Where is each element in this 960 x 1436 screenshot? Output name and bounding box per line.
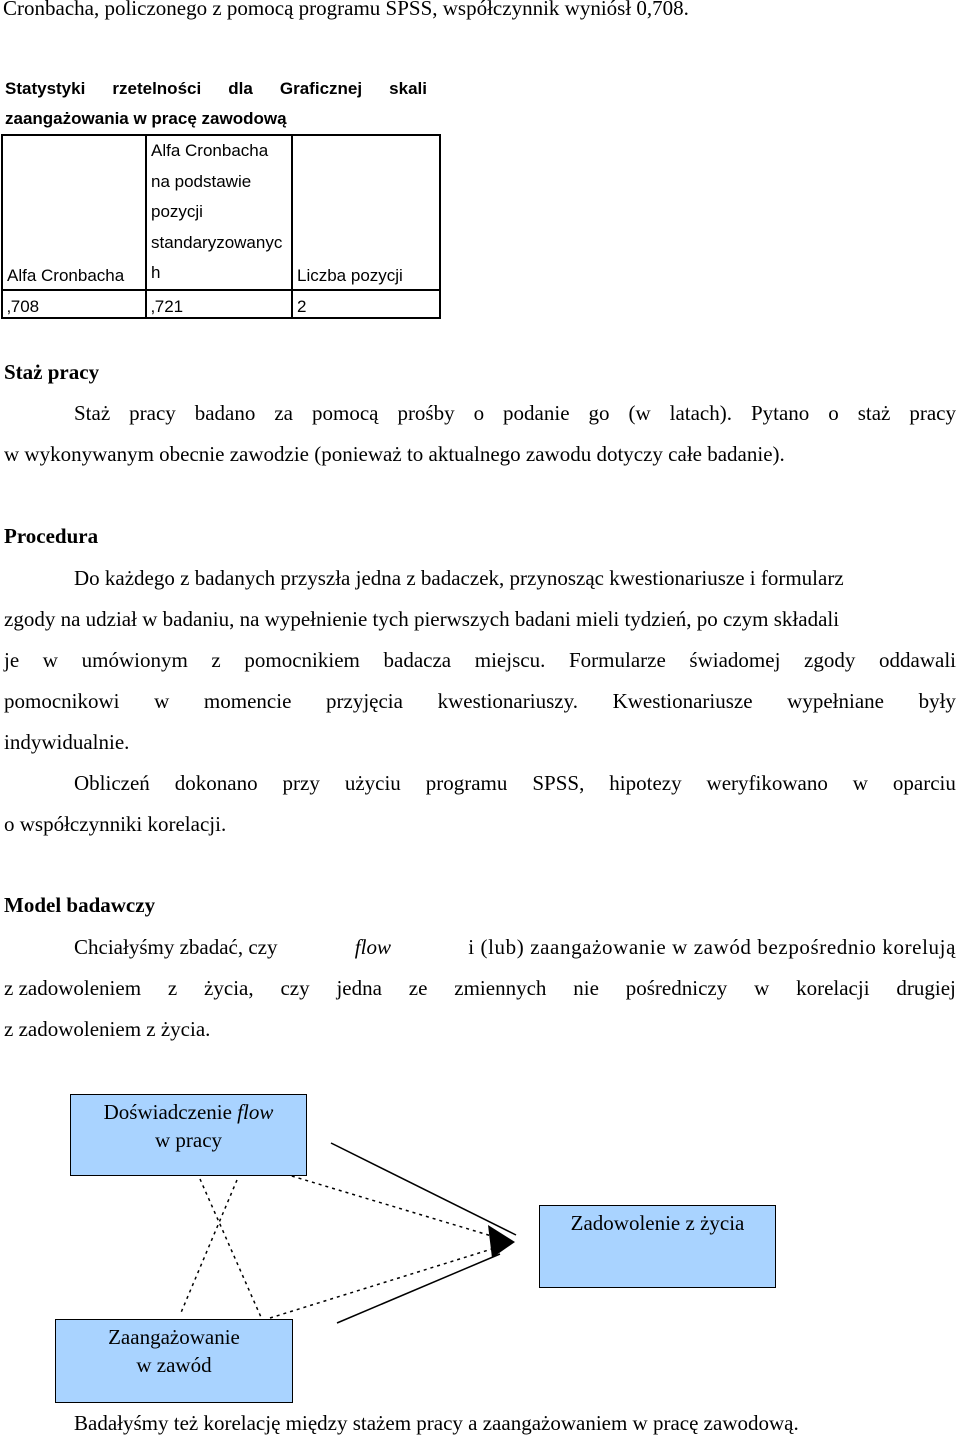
reliability-table: [1, 134, 441, 319]
dotted-line: [180, 1180, 237, 1315]
table-title-line1: [5, 79, 427, 99]
box-line: w zawód: [136, 1353, 212, 1377]
arrowhead: [488, 1225, 515, 1258]
box-line: Doświadczenie flow: [103, 1100, 274, 1124]
box-line: Zadowolenie z życia: [570, 1211, 745, 1235]
arrow-zaangazowanie-to-zadowolenie: [337, 1254, 500, 1323]
table-row: [2, 290, 440, 318]
table-title-word: Graficznej: [279, 79, 363, 98]
dotted-line: [200, 1179, 264, 1324]
procedura-line1: Do każdego z badanych przyszła jedna z badaczek, przynosząc kwestionariusze i formularz: [74, 566, 844, 590]
header-liczba-pozycji: Liczba pozycji: [292, 135, 440, 290]
header-line: Alfa Cronbacha: [151, 141, 269, 160]
table-title-word: skali: [389, 79, 427, 98]
procedura-line4: pomocnikowi w momencie przyjęcia kwestionariuszy. Kwestionariusze wypełniane były: [4, 689, 956, 713]
dotted-arrow-line: [270, 1248, 495, 1318]
cell-alfa-std: ‚721: [146, 290, 292, 318]
header-line: h: [151, 263, 161, 282]
header-line: na podstawie: [151, 171, 252, 191]
staz-line2: w wykonywanym obecnie zawodzie (ponieważ to aktualnego zawodu dotyczy całe badanie).: [4, 442, 785, 466]
procedura-line5: indywidualnie.: [4, 730, 130, 754]
procedura-line7: o współczynniki korelacji.: [4, 812, 227, 836]
model-line3: z zadowoleniem z życia.: [4, 1017, 211, 1041]
model-line1: Chciałyśmy zbadać, czy flow i (lub) zaangażowanie w zawód bezpośrednio korelują: [74, 935, 956, 959]
intro-line: Cronbacha, policzonego z pomocą programu SPSS, współczynnik wyniósł 0,708.: [3, 0, 689, 20]
section-heading-staz: Staż pracy: [4, 360, 100, 384]
header-line: pozycji: [151, 202, 203, 221]
procedura-line2: zgody na udział w badaniu, na wypełnienie tych pierwszych badani mieli tydzień, po czym składali: [4, 607, 840, 631]
staz-line1: Staż pracy badano za pomocą prośby o podanie go (w latach). Pytano o staż pracy: [74, 401, 956, 425]
procedura-line6: Obliczeń dokonano przy użyciu programu SPSS, hipotezy weryfikowano w oparciu: [74, 771, 956, 795]
closing-line: Badałyśmy też korelację między stażem pracy a zaangażowaniem w pracę zawodową.: [74, 1411, 799, 1435]
table-title-word: dla: [228, 79, 253, 98]
box-zadowolenie: [539, 1205, 776, 1288]
dotted-arrow-line: [265, 1168, 495, 1237]
table-title-line2: zaangażowania w pracę zawodową: [5, 109, 287, 128]
table-header-row: [2, 135, 440, 290]
box-doswiadczenie-flow: [70, 1094, 307, 1176]
table-title-word: Statystyki: [5, 79, 86, 98]
header-line: standaryzowanyc: [151, 232, 283, 252]
box-zaangazowanie: [55, 1319, 293, 1403]
section-heading-model: Model badawczy: [4, 893, 156, 917]
header-alfa-standaryzowana: [146, 135, 292, 290]
cell-liczba: 2: [292, 290, 440, 318]
model-line2: z zadowoleniem z życia, czy jedna ze zmiennych nie pośredniczy w korelacji drugiej: [4, 976, 956, 1000]
cell-alfa: ‚708: [2, 290, 146, 318]
arrow-flow-to-zadowolenie: [331, 1143, 516, 1235]
procedura-line3: je w umówionym z pomocnikiem badacza miejscu. Formularze świadomej zgody oddawali: [4, 648, 956, 672]
box-line: Zaangażowanie: [108, 1325, 240, 1349]
table-title-word: rzetelności: [112, 79, 202, 98]
section-heading-procedura: Procedura: [4, 524, 99, 548]
header-alfa-cronbacha: Alfa Cronbacha: [2, 135, 146, 290]
box-line: w pracy: [154, 1128, 223, 1152]
